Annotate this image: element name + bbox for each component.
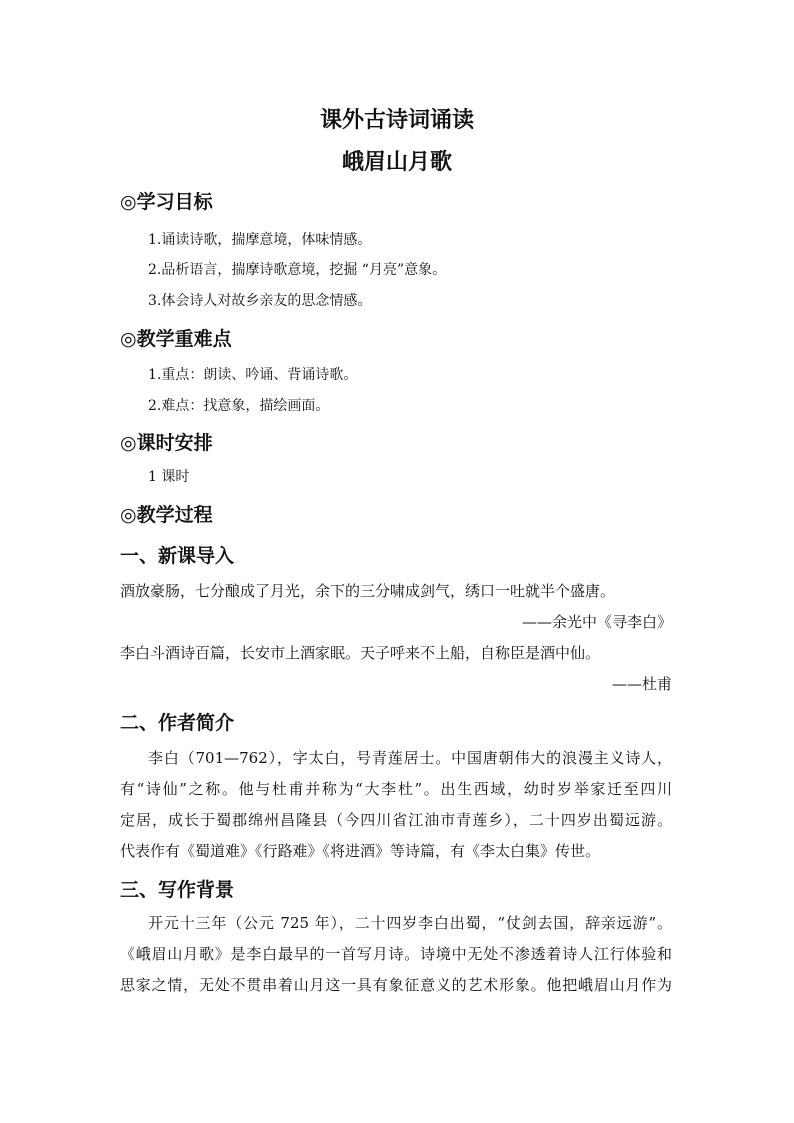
document-subtitle: 峨眉山月歌 (341, 150, 452, 175)
key-point-item: 2.难点：找意象，描绘画面。 (148, 398, 330, 414)
part3-heading: 三、写作背景 (120, 879, 235, 901)
goal-item: 3.体会诗人对故乡亲友的思念情感。 (148, 293, 372, 309)
section-heading-schedule: ◎课时安排 (120, 432, 213, 454)
key-point-item: 1.重点：朗读、吟诵、背诵诗歌。 (148, 367, 358, 383)
schedule-text: 1 课时 (148, 469, 190, 485)
background-line: 开元十三年（公元 725 年），二十四岁李白出蜀，“仗剑去国，辞亲远游”。 (148, 914, 672, 932)
goal-item: 2.品析语言，揣摩诗歌意境，挖掘 “月亮”意象。 (148, 262, 447, 278)
author-bio-line: 代表作有《蜀道难》《行路难》《将进酒》等诗篇，有《李太白集》传世。 (120, 842, 601, 860)
quote-du-fu: 李白斗酒诗百篇，长安市上酒家眠。天子呼来不上船，自称臣是酒中仙。 (120, 644, 601, 662)
part1-heading: 一、新课导入 (120, 545, 235, 567)
section-heading-process: ◎教学过程 (120, 504, 213, 526)
document-title: 课外古诗词诵读 (319, 108, 474, 133)
quote-source-yu-guangzhong: ——余光中《寻李白》 (521, 613, 672, 631)
part2-heading: 二、作者简介 (120, 712, 235, 734)
author-bio-line: 李白（701—762），字太白，号青莲居士。中国唐朝伟大的浪漫主义诗人， (148, 749, 672, 767)
quote-yu-guangzhong: 酒放豪肠，七分酿成了月光，余下的三分啸成剑气，绣口一吐就半个盛唐。 (120, 582, 616, 600)
background-line: 思家之情，无处不贯串着山月这一具有象征意义的艺术形象。他把峨眉山月作为 (120, 976, 672, 994)
goal-item: 1.诵读诗歌，揣摩意境，体味情感。 (148, 232, 372, 248)
section-heading-key-points: ◎教学重难点 (120, 328, 232, 350)
quote-source-du-fu: ——杜甫 (611, 675, 672, 693)
section-heading-goals: ◎学习目标 (120, 191, 213, 213)
author-bio-line: 有“诗仙”之称。他与杜甫并称为“大李杜”。出生西域，幼时岁举家迁至四川 (120, 780, 672, 798)
author-bio-line: 定居，成长于蜀郡绵州昌隆县（今四川省江油市青莲乡），二十四岁出蜀远游。 (120, 811, 672, 829)
background-line: 《峨眉山月歌》是李白最早的一首写月诗。诗境中无处不渗透着诗人江行体验和 (120, 945, 672, 963)
